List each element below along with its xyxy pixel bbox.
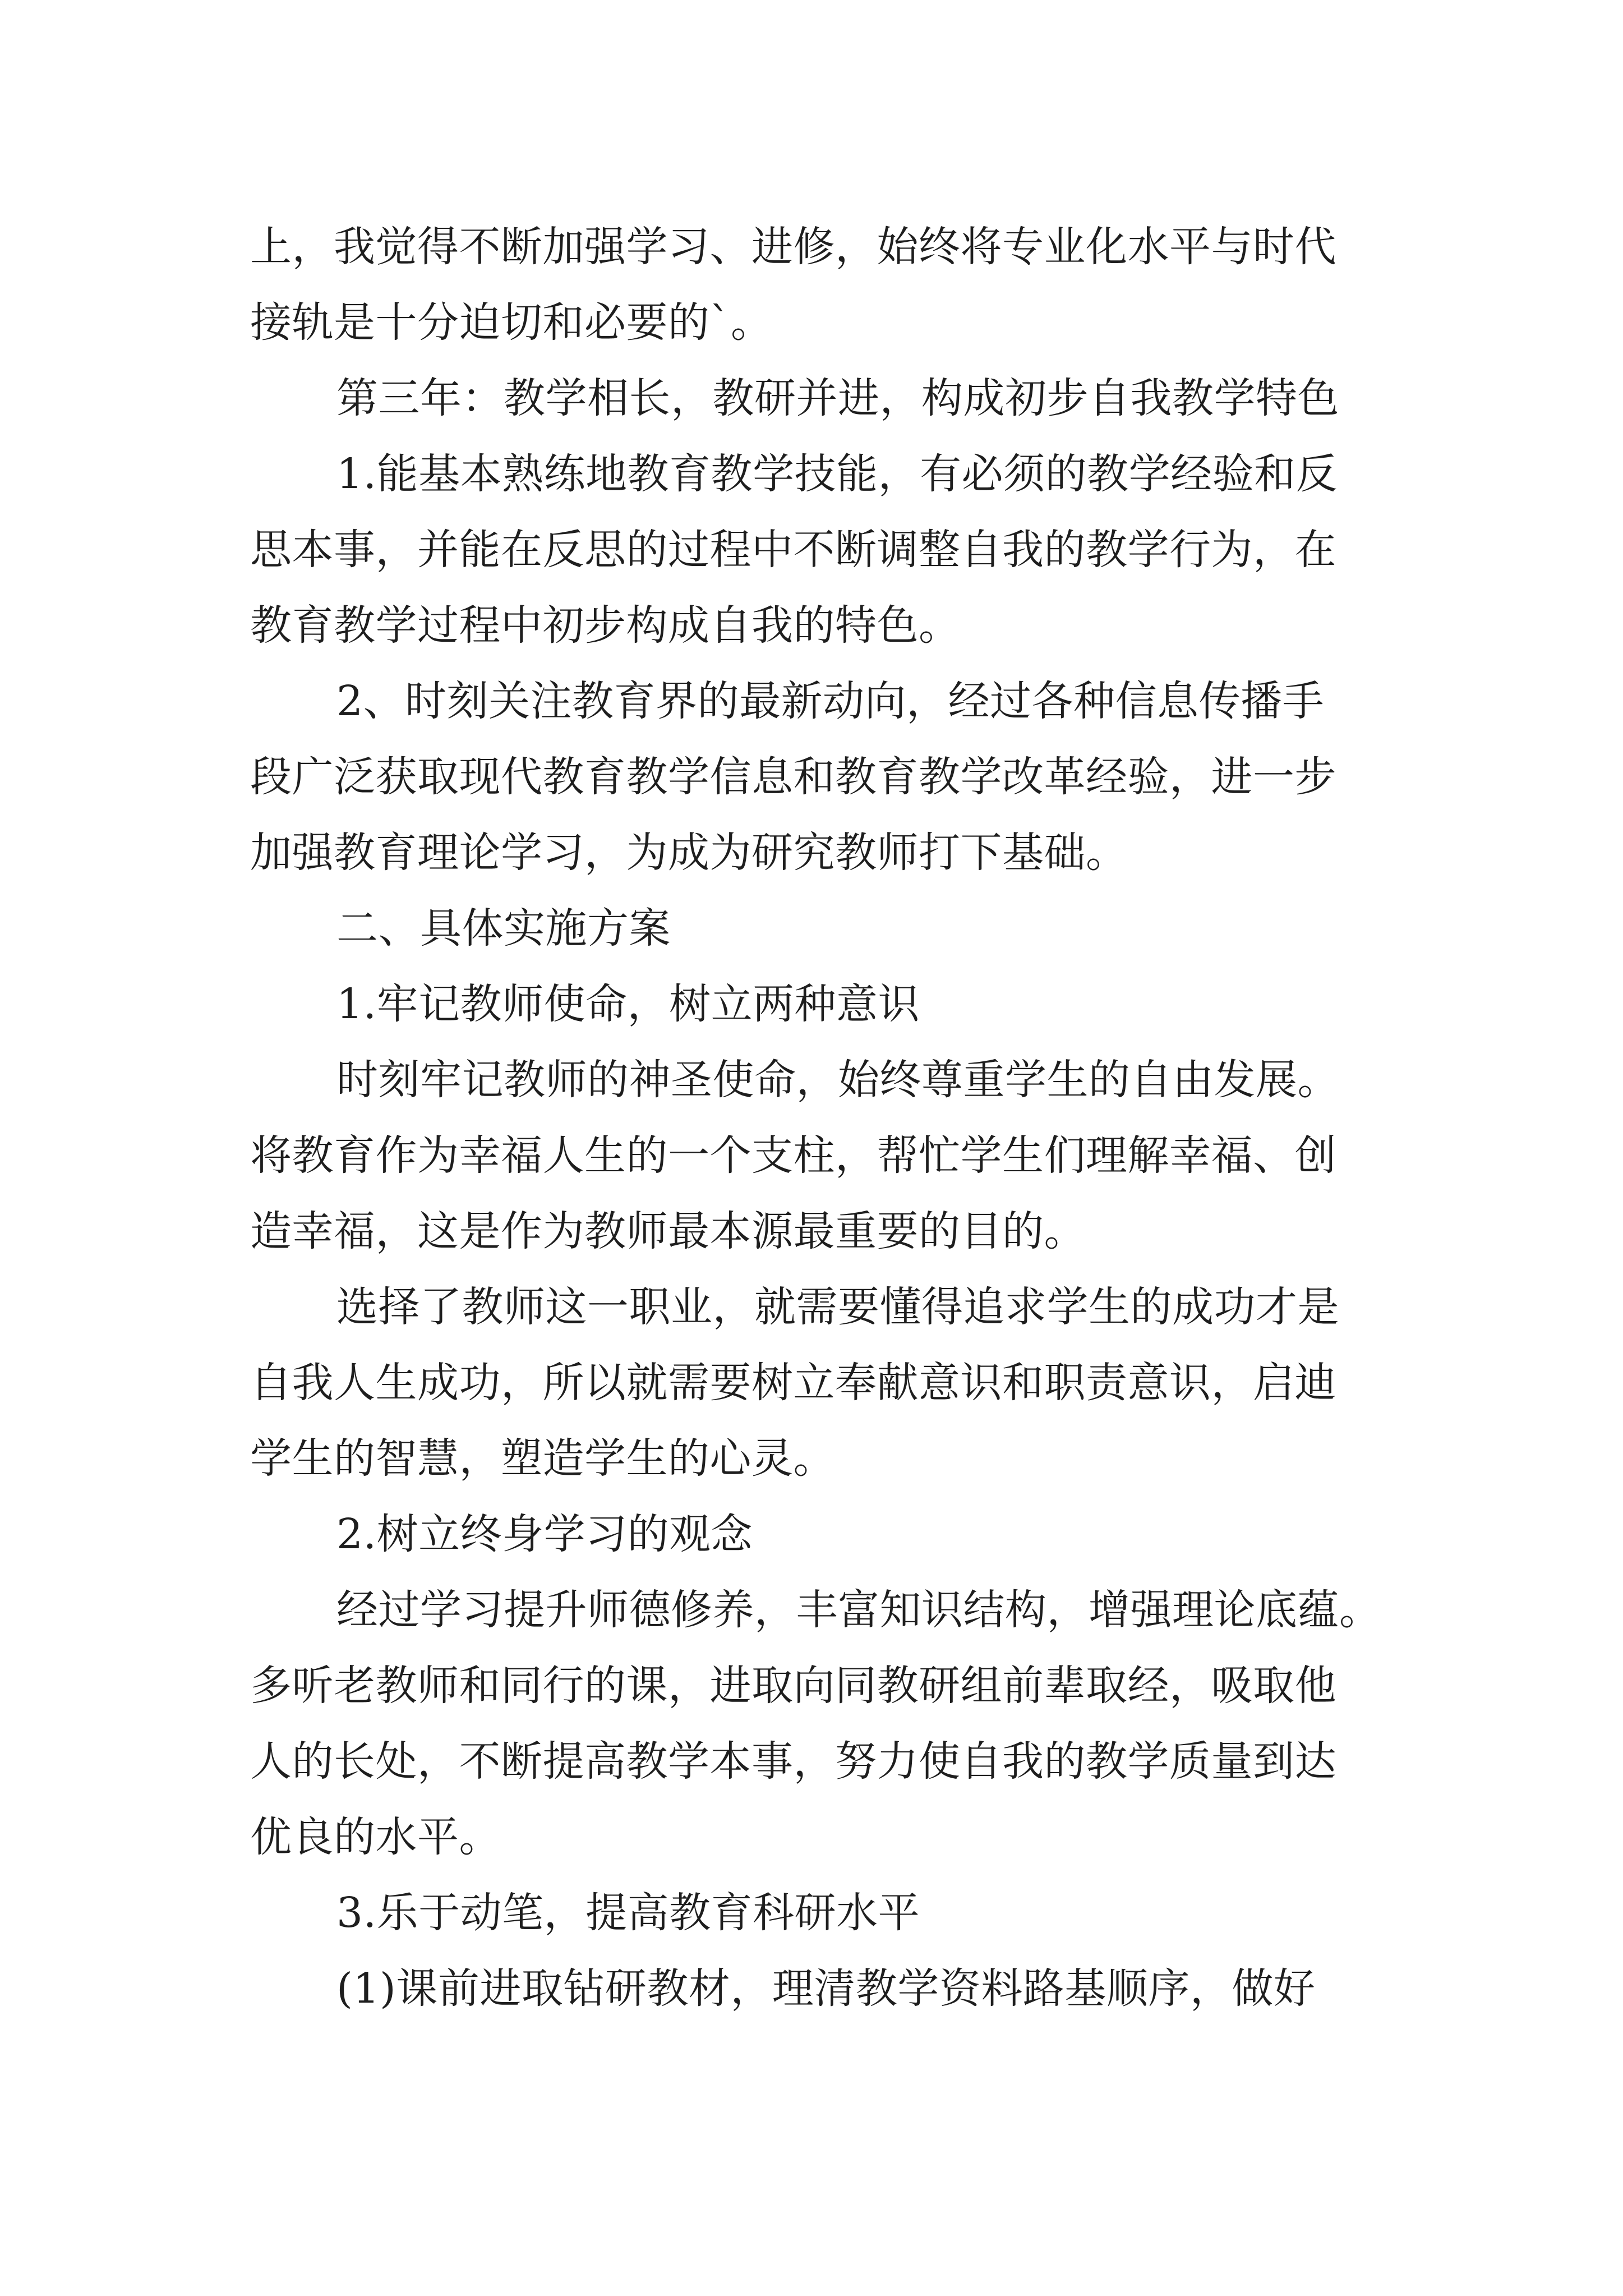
line-text: (1)课前进取钻研教材，理清教学资料路基顺序，做好 <box>336 1964 1316 2013</box>
line-text: 造幸福，这是作为教师最本源最重要的目的。 <box>250 1207 1086 1255</box>
text-line <box>0 813 1623 892</box>
text-line <box>0 1646 1623 1725</box>
text-line <box>0 586 1623 665</box>
line-text: 上，我觉得不断加强学习、进修，始终将专业化水平与时代 <box>250 223 1336 271</box>
line-text: 教育教学过程中初步构成自我的特色。 <box>250 601 961 650</box>
text-line <box>0 1343 1623 1422</box>
text-line <box>0 1798 1623 1876</box>
section-heading <box>0 889 1623 968</box>
line-text: 经过学习提升师德修养，丰富知识结构，增强理论底蕴。 <box>336 1586 1381 1634</box>
text-line <box>0 283 1623 362</box>
line-text: 2、时刻关注教育界的最新动向，经过各种信息传播手 <box>336 677 1325 725</box>
line-text: 1.牢记教师使命，树立两种意识 <box>336 980 920 1028</box>
line-text: 优良的水平。 <box>250 1813 501 1861</box>
line-text: 第三年：教学相长，教研并进，构成初步自我教学特色 <box>336 374 1339 422</box>
line-text: 段广泛获取现代教育教学信息和教育教学改革经验，进一步 <box>250 753 1336 801</box>
line-text: 将教育作为幸福人生的一个支柱，帮忙学生们理解幸福、创 <box>250 1131 1336 1180</box>
text-line <box>0 435 1623 513</box>
line-text: 学生的智慧，塑造学生的心灵。 <box>250 1434 835 1483</box>
subsection-heading <box>0 1874 1623 1952</box>
text-line <box>0 1419 1623 1498</box>
text-line <box>0 662 1623 740</box>
line-text: 3.乐于动笔，提高教育科研水平 <box>336 1889 920 1937</box>
line-text: 二、具体实施方案 <box>336 904 671 953</box>
text-line <box>0 1949 1623 2028</box>
line-text: 接轨是十分迫切和必要的`。 <box>250 298 773 347</box>
text-line <box>0 738 1623 816</box>
line-text: 2.树立终身学习的观念 <box>336 1510 753 1558</box>
line-text: 选择了教师这一职业，就需要懂得追求学生的成功才是 <box>336 1283 1339 1331</box>
line-text: 加强教育理论学习，为成为研究教师打下基础。 <box>250 829 1128 877</box>
text-line <box>0 1571 1623 1649</box>
line-text: 时刻牢记教师的神圣使命，始终尊重学生的自由发展。 <box>336 1056 1339 1104</box>
text-line <box>0 1722 1623 1801</box>
subsection-heading <box>0 965 1623 1043</box>
text-line <box>0 208 1623 286</box>
line-text: 人的长处，不断提高教学本事，努力使自我的教学质量到达 <box>250 1737 1336 1786</box>
text-line <box>0 1192 1623 1271</box>
line-text: 思本事，并能在反思的过程中不断调整自我的教学行为，在 <box>250 526 1336 574</box>
subsection-heading <box>0 1495 1623 1573</box>
line-text: 自我人生成功，所以就需要树立奉献意识和职责意识，启迪 <box>250 1359 1336 1407</box>
line-text: 多听老教师和同行的课，进取向同教研组前辈取经，吸取他 <box>250 1662 1336 1710</box>
text-line <box>0 1268 1623 1346</box>
text-line <box>0 1041 1623 1119</box>
text-line <box>0 1116 1623 1195</box>
section-heading <box>0 359 1623 438</box>
line-text: 1.能基本熟练地教育教学技能，有必须的教学经验和反 <box>336 450 1338 498</box>
text-line <box>0 510 1623 589</box>
